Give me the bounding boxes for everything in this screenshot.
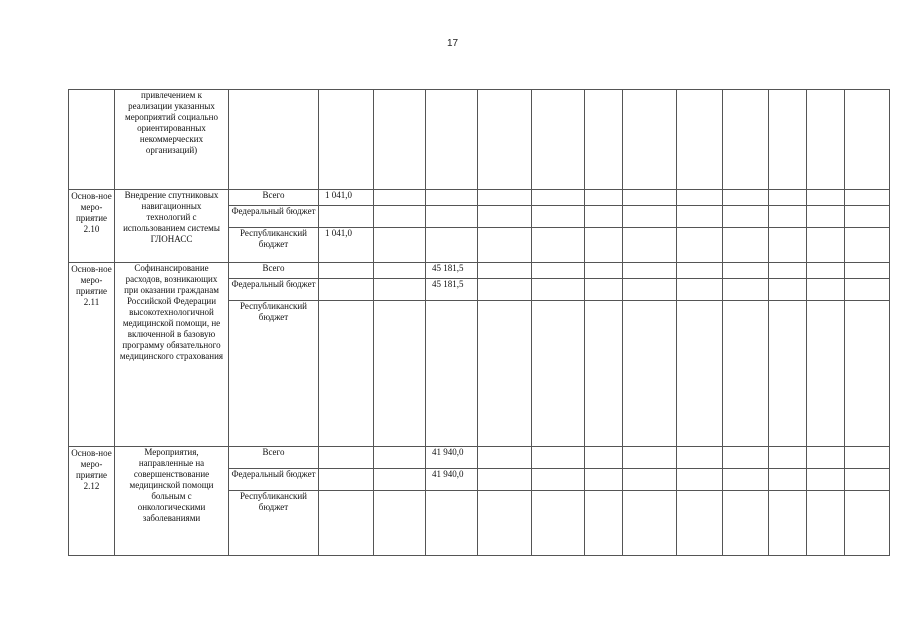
funding-source-cell: Федеральный бюджет (229, 206, 319, 228)
value-cell: 41 940,0 (426, 447, 478, 469)
value-cell (319, 469, 374, 491)
funding-source-cell: Республиканский бюджет (229, 491, 319, 556)
page-number: 17 (446, 38, 459, 49)
funding-source-cell: Федеральный бюджет (229, 279, 319, 301)
measure-name-cell: Софинансирование расходов, возникающих при оказании гражданам Российской Федерации высокотехнологичной медицинской помощи, не включенной в базовую программу обязательного медицинского страхования (115, 263, 229, 447)
value-cell: 45 181,5 (426, 279, 478, 301)
value-cell (426, 228, 478, 263)
funding-source-cell: Всего (229, 263, 319, 279)
measure-code-cell: Основ-ное меро-приятие 2.11 (69, 263, 115, 447)
value-cell (319, 491, 374, 556)
value-cell (426, 491, 478, 556)
measure-name-cell: Мероприятия, направленные на совершенствование медицинской помощи больным с онкологическими заболеваниями (115, 447, 229, 556)
measure-code-cell: Основ-ное меро-приятие 2.10 (69, 190, 115, 263)
measure-code-cell: Основ-ное меро-приятие 2.12 (69, 447, 115, 556)
value-cell (319, 301, 374, 447)
table-row (69, 263, 890, 279)
value-cell (319, 279, 374, 301)
funding-source-cell: Республиканский бюджет (229, 301, 319, 447)
value-cell (426, 190, 478, 206)
value-cell: 41 940,0 (426, 469, 478, 491)
funding-source-cell: Федеральный бюджет (229, 469, 319, 491)
table-row (69, 447, 890, 469)
code-cell (69, 90, 115, 190)
budget-table (68, 89, 890, 556)
value-cell: 1 041,0 (319, 190, 374, 206)
value-cell (426, 301, 478, 447)
continuation-row (69, 90, 890, 190)
measure-name-cell: привлечением к реализации указанных мероприятий социально ориентированных некоммерческих организаций) (115, 90, 229, 190)
funding-source-cell: Республиканский бюджет (229, 228, 319, 263)
table-row (69, 190, 890, 206)
value-cell (426, 206, 478, 228)
value-cell (319, 206, 374, 228)
value-cell: 1 041,0 (319, 228, 374, 263)
value-cell (319, 447, 374, 469)
value-cell: 45 181,5 (426, 263, 478, 279)
funding-source-cell: Всего (229, 190, 319, 206)
source-cell (229, 90, 319, 190)
funding-source-cell: Всего (229, 447, 319, 469)
measure-name-cell: Внедрение спутниковых навигационных технологий с использованием системы ГЛОНАСС (115, 190, 229, 263)
value-cell (319, 263, 374, 279)
